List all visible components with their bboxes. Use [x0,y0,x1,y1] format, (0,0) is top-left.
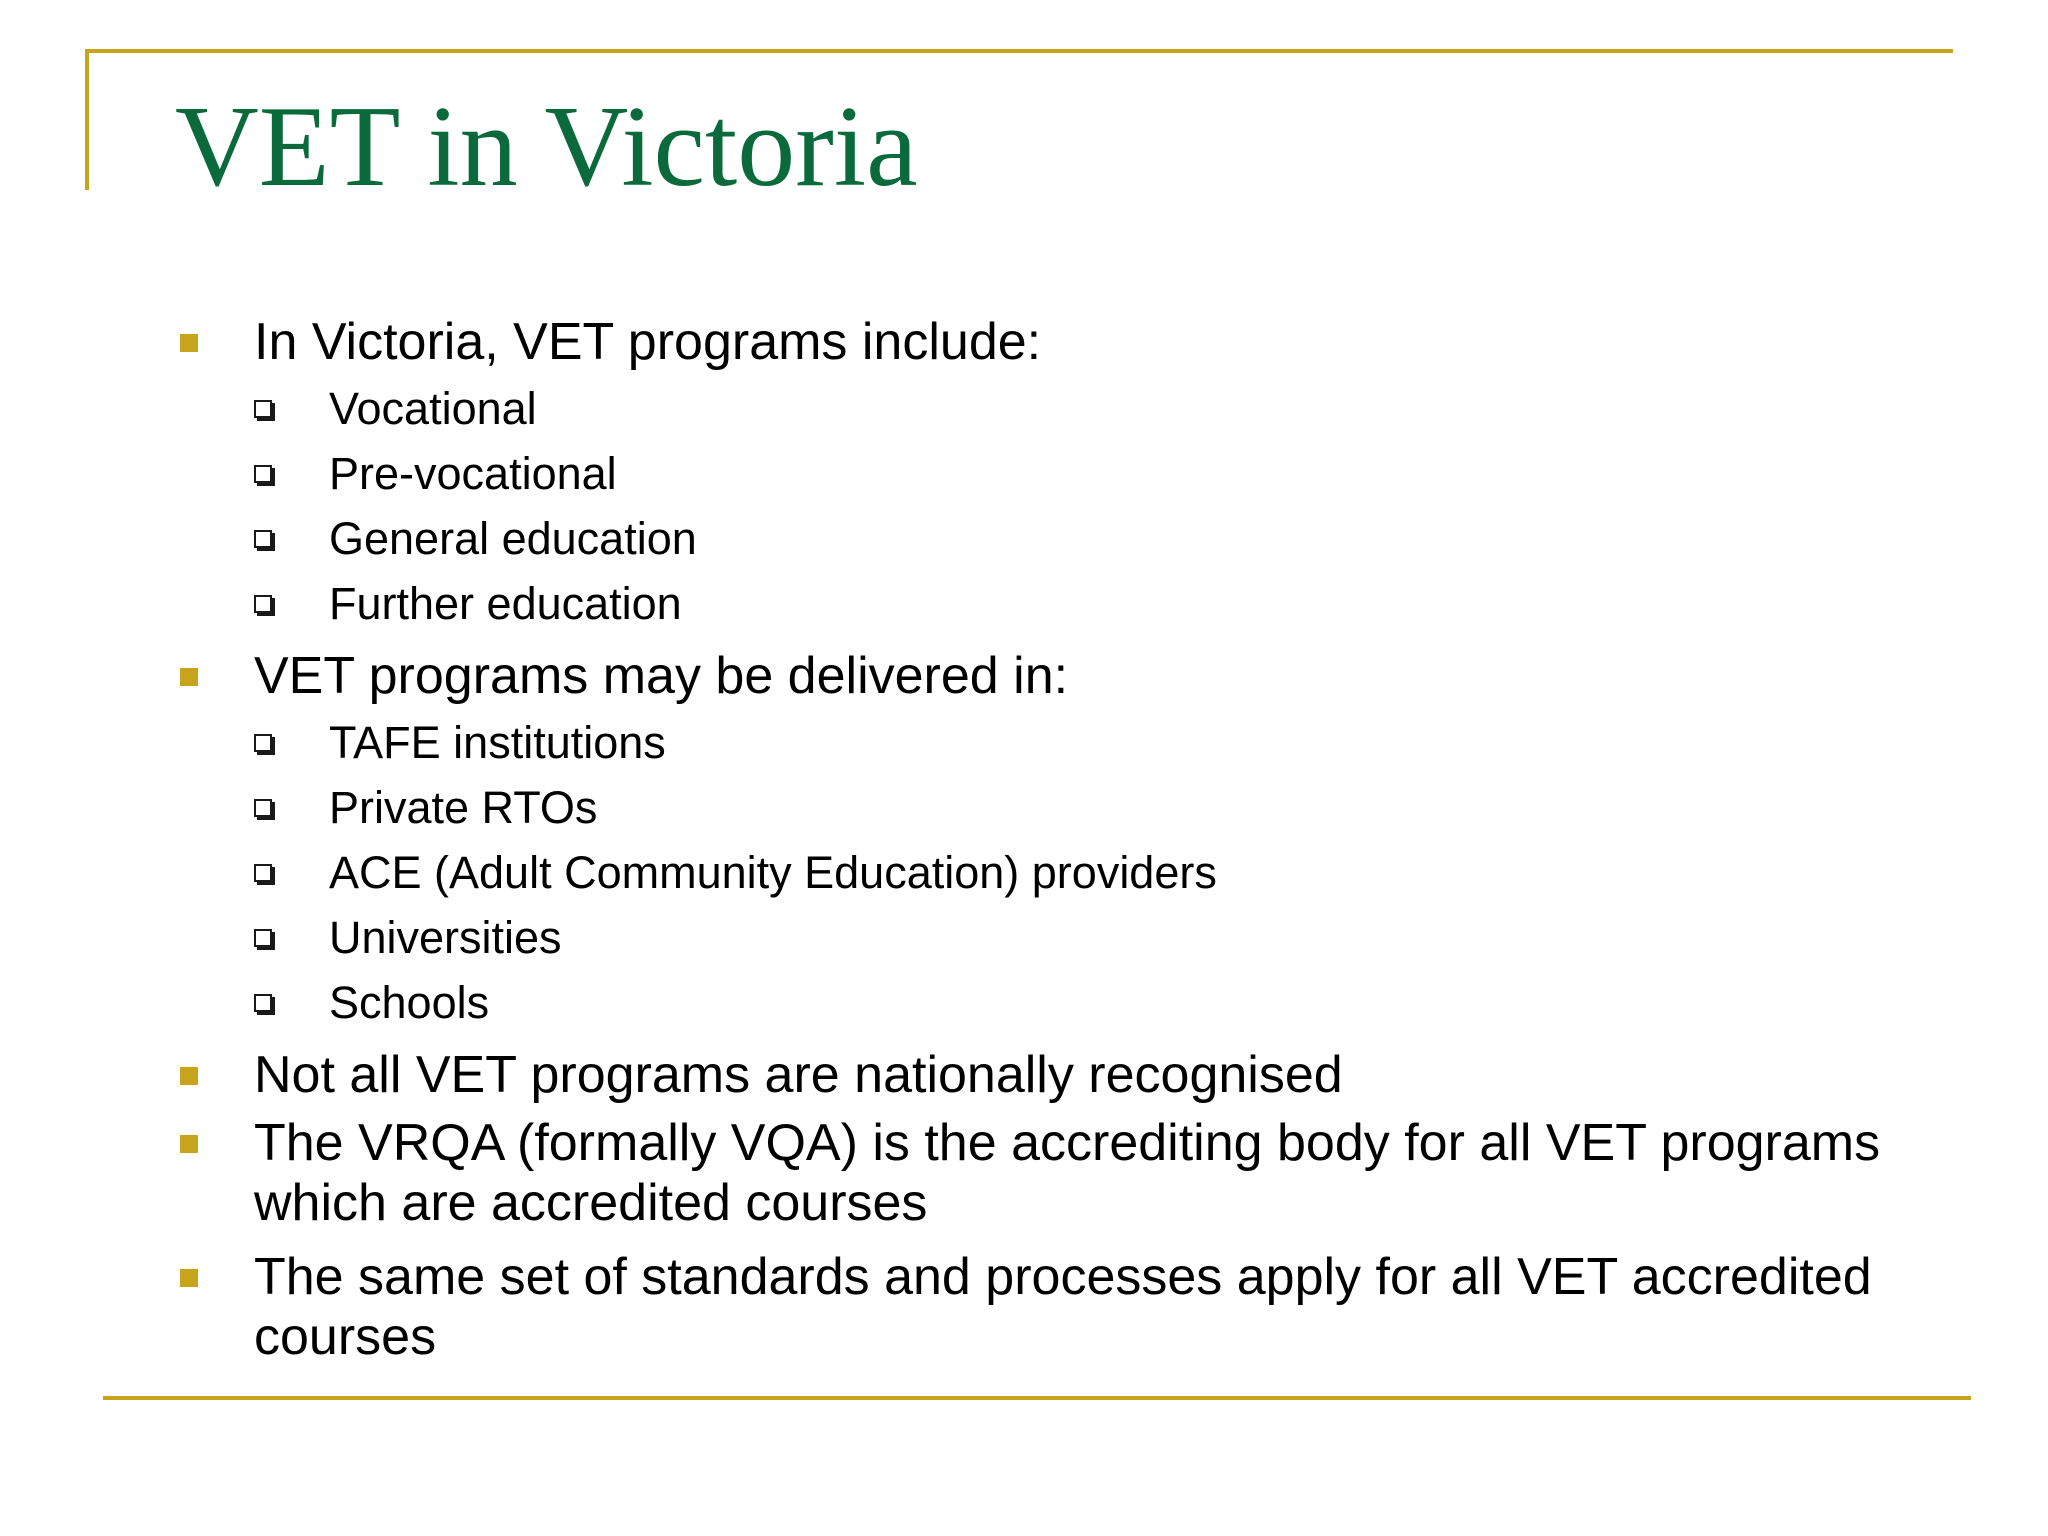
sub-bullet-text: Schools [329,977,490,1028]
sub-bullet-item [254,506,1935,571]
bullet-item [175,1247,1935,1367]
hollow-square-bullet-icon [254,400,272,418]
sub-bullet-item [254,571,1935,636]
square-bullet-icon [180,1269,198,1287]
bullet-list [175,312,1935,1375]
slide-title: VET in Victoria [175,83,918,211]
square-bullet-icon [180,668,198,686]
sub-bullet-text: Vocational [329,383,537,434]
bullet-text: In Victoria, VET programs include: [254,313,1042,371]
square-bullet-icon [180,1067,198,1085]
sub-bullet-item [254,710,1935,775]
bullet-item [175,1113,1935,1233]
hollow-square-bullet-icon [254,734,272,752]
bullet-item [175,646,1935,1035]
square-bullet-icon [180,1135,198,1153]
hollow-square-bullet-icon [254,864,272,882]
sub-bullet-text: Further education [329,578,682,629]
sub-bullet-text: Universities [329,912,562,963]
bullet-text: Not all VET programs are nationally recognised [254,1046,1343,1104]
bullet-text: The VRQA (formally VQA) is the accrediting body for all VET programs which are accredited courses [254,1114,1881,1232]
sub-bullet-item [254,970,1935,1035]
sub-bullet-item [254,840,1935,905]
sub-bullet-text: General education [329,513,697,564]
hollow-square-bullet-icon [254,595,272,613]
sub-bullet-item [254,441,1935,506]
bullet-item [175,312,1935,636]
sub-bullet-list [254,376,1935,636]
bullet-text: VET programs may be delivered in: [254,647,1069,705]
bullet-text: The same set of standards and processes apply for all VET accredited courses [254,1248,1872,1366]
sub-bullet-text: Pre-vocational [329,448,617,499]
square-bullet-icon [180,334,198,352]
sub-bullet-item [254,376,1935,441]
hollow-square-bullet-icon [254,465,272,483]
bottom-rule [103,1396,1971,1400]
sub-bullet-item [254,775,1935,840]
sub-bullet-text: Private RTOs [329,782,598,833]
sub-bullet-text: ACE (Adult Community Education) providers [329,847,1217,898]
left-rule [85,49,89,190]
hollow-square-bullet-icon [254,994,272,1012]
sub-bullet-list [254,710,1935,1035]
sub-bullet-text: TAFE institutions [329,717,666,768]
hollow-square-bullet-icon [254,530,272,548]
sub-bullet-item [254,905,1935,970]
hollow-square-bullet-icon [254,799,272,817]
bullet-item [175,1045,1935,1105]
top-rule [85,49,1953,53]
hollow-square-bullet-icon [254,929,272,947]
